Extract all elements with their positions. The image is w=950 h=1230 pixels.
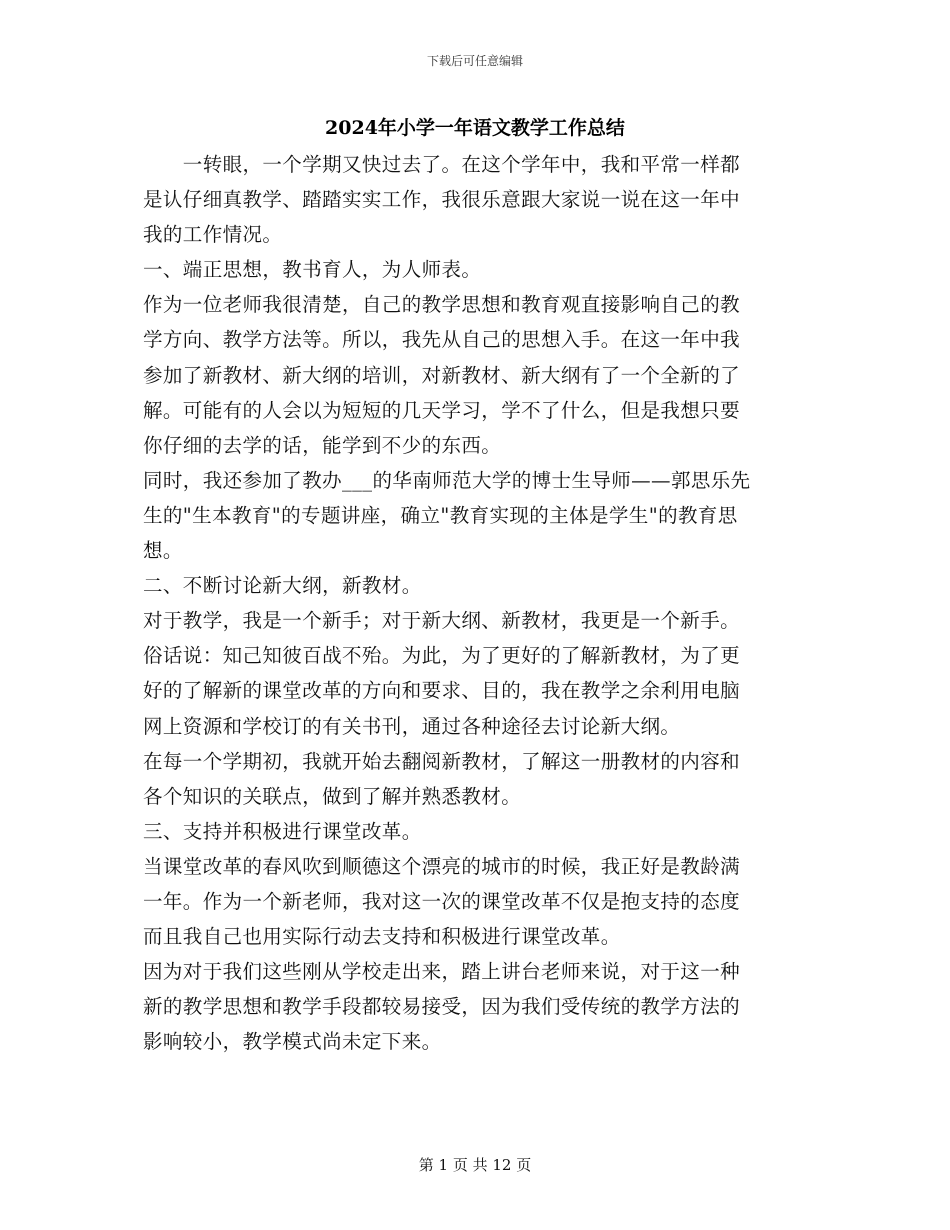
text-line: 三、支持并积极进行课堂改革。 [143,819,422,843]
text-line: 学方向、教学方法等。所以，我先从自己的思想入手。在这一年中我 [143,328,741,352]
text-line: 是认仔细真教学、踏踏实实工作，我很乐意跟大家说一说在这一年中 [143,188,741,212]
text-line: 二、不断讨论新大纲，新教材。 [143,574,422,598]
text-line: 网上资源和学校订的有关书刊，通过各种途径去讨论新大纲。 [143,714,681,738]
text-line: 俗话说：知己知彼百战不殆。为此，为了更好的了解新教材，为了更 [143,644,741,668]
text-line: 当课堂改革的春风吹到顺德这个漂亮的城市的时候，我正好是教龄满 [143,854,741,878]
text-line: 影响较小，教学模式尚未定下来。 [143,1030,442,1054]
text-line: 一年。作为一个新老师，我对这一次的课堂改革不仅是抱支持的态度 [143,889,741,913]
text-line: 而且我自己也用实际行动去支持和积极进行课堂改革。 [143,925,621,949]
text-line: 解。可能有的人会以为短短的几天学习，学不了什么，但是我想只要 [143,398,741,422]
text-line: 同时，我还参加了教办___的华南师范大学的博士生导师——郭思乐先 [143,468,751,492]
text-line: 想。 [143,539,183,563]
text-line: 好的了解新的课堂改革的方向和要求、目的，我在教学之余利用电脑 [143,679,741,703]
text-line: 生的"生本教育"的专题讲座，确立"教育实现的主体是学生"的教育思 [143,503,738,527]
document-body [143,147,808,1059]
page-footer: 第 1 页 共 12 页 [418,1156,532,1174]
text-line: 一、端正思想，教书育人，为人师表。 [143,258,482,282]
text-line: 各个知识的关联点，做到了解并熟悉教材。 [143,784,522,808]
text-line: 因为对于我们这些刚从学校走出来，踏上讲台老师来说，对于这一种 [143,960,741,984]
text-line: 你仔细的去学的话，能学到不少的东西。 [143,433,502,457]
text-line: 对于教学，我是一个新手；对于新大纲、新教材，我更是一个新手。 [143,609,741,633]
text-line: 一转眼，一个学期又快过去了。在这个学年中，我和平常一样都 [143,153,741,176]
text-line: 新的教学思想和教学手段都较易接受，因为我们受传统的教学方法的 [143,995,741,1019]
document-title: 2024年小学一年语文教学工作总结 [325,117,625,139]
text-line: 在每一个学期初，我就开始去翻阅新教材，了解这一册教材的内容和 [143,749,741,773]
text-line: 参加了新教材、新大纲的培训，对新教材、新大纲有了一个全新的了 [143,363,741,387]
header-note: 下载后可任意编辑 [426,54,523,68]
text-line: 我的工作情况。 [143,223,283,247]
text-line: 作为一位老师我很清楚，自己的教学思想和教育观直接影响自己的教 [143,293,741,317]
